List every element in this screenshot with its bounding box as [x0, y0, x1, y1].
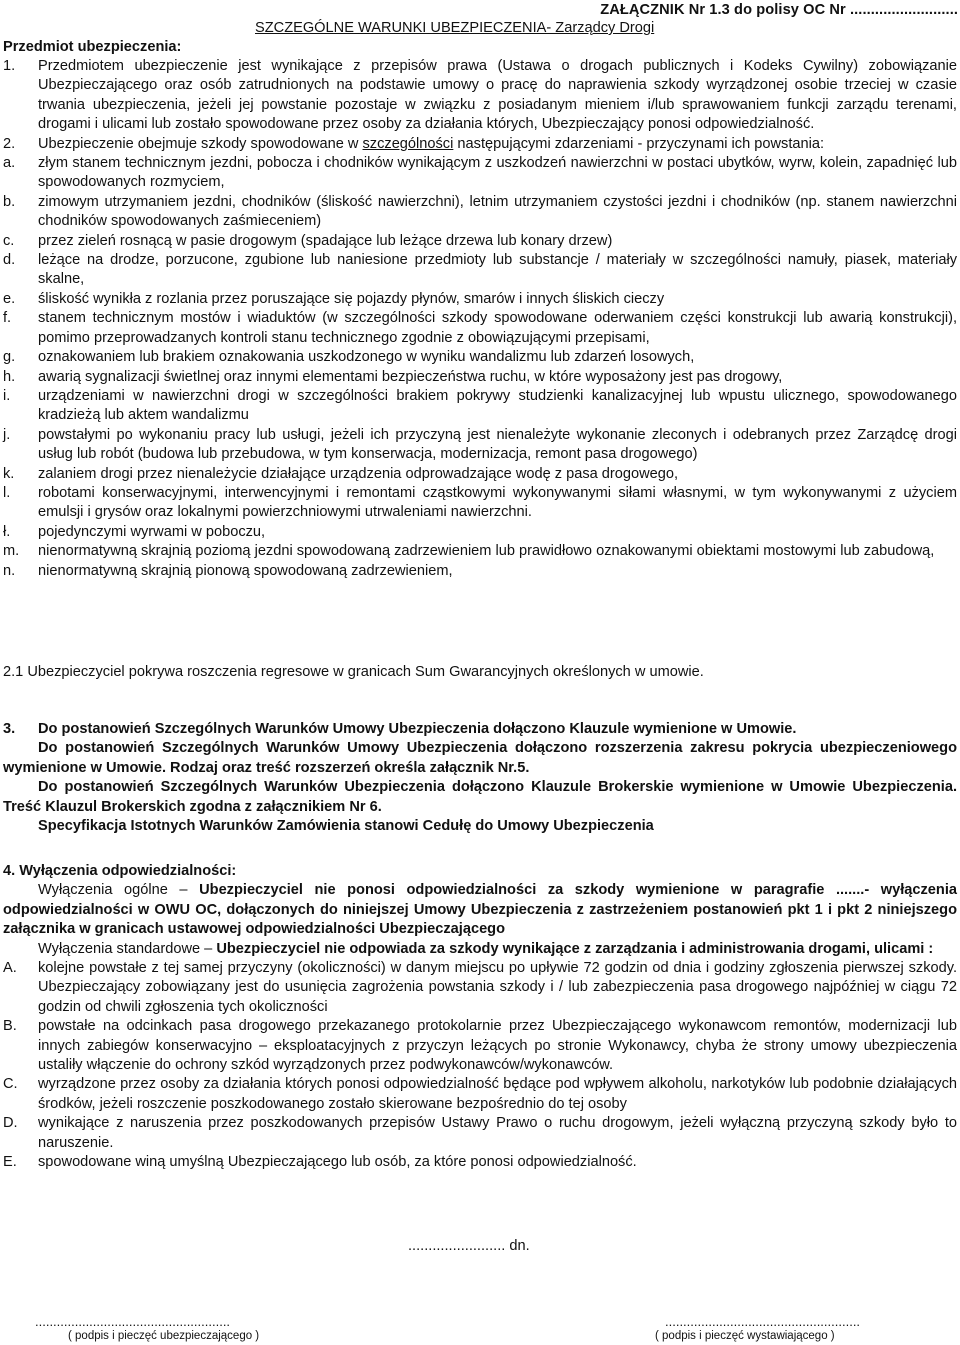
list-mark: c. [3, 232, 15, 249]
list-item [3, 290, 957, 309]
list-text: spowodowane winą umyślną Ubezpieczającego lub osób, za które ponosi odpowiedzialność. [38, 1154, 637, 1171]
list-item [3, 232, 957, 251]
list-text: złym stanem technicznym jezdni, pobocza i chodników wynikającym z uszkodzeń nawierzchni w postaci ubytków, wyrw, kolein, zapadnięć lub spowodowanych rozmyciem, [38, 155, 957, 191]
list-text: zimowym utrzymaniem jezdni, chodników (śliskość nawierzchni), letnim utrzymaniem czystości jezdni i chodników (np. stanem nawierzchni chodników spowodowanych zaśmieceniem) [38, 193, 957, 230]
standard-exclusions [3, 940, 957, 959]
section-3-line-4: Specyfikacja Istotnych Warunków Zamówienia stanowi Cedułę do Umowy Ubezpieczenia [38, 818, 654, 835]
list-text: robotami konserwacyjnymi, interwencyjnymi i remontami cząstkowymi wykonywanymi siłami własnymi, w tym wykonywanymi z użyciem emulsji i grysów oraz lokalnymi powierzchniowymi utrwaleniami nawierzchni. [38, 484, 957, 521]
list-mark: h. [3, 368, 16, 385]
list-mark: A. [3, 960, 17, 977]
general-exclusions-text: Ubezpieczyciel nie ponosi odpowiedzialności za szkody wymienione w paragrafie .......- wyłączenia odpowiedzialności w OWU OC, dołączonych do niniejszej Umowy Ubezpieczenia z zastrzeżeniem postanowień pkt 1 i pkt 2 niniejszego załącznika w granicach ustawowej odpowiedzialności Ubezpieczającego [3, 882, 957, 938]
signature-caption-left: ( podpis i pieczęć ubezpieczającego ) [68, 1330, 260, 1342]
section-3-line-1 [3, 720, 957, 739]
list-item [3, 387, 957, 426]
list-mark: C. [3, 1076, 18, 1093]
list-text: wynikające z naruszenia przez poszkodowanych przepisów Ustawy Prawo o ruchu drogowym, jeżeli wyłączną przyczyną szkody było to naruszenie. [38, 1115, 957, 1151]
list-item [3, 465, 957, 484]
signature-caption-right: ( podpis i pieczęć wystawiającego ) [655, 1330, 835, 1342]
list-mark: k. [3, 465, 15, 482]
list-mark: n. [3, 562, 16, 579]
list-mark: f. [3, 310, 12, 327]
standard-exclusions-label: Wyłączenia standardowe – [38, 940, 217, 957]
list-mark: l. [3, 484, 11, 501]
list-item [3, 426, 957, 465]
list-text: wyrządzone przez osoby za działania których ponosi odpowiedzialność będące pod wpływem alkoholu, narkotyków lub podobnie działających środków, jeżeli roszczenie poszkodowanego zostało skierowane bezpośrednio do tej osoby [38, 1076, 957, 1112]
date-line: ........................ dn. [408, 1238, 530, 1254]
section-3-line-3: Do postanowień Szczególnych Warunków Ubezpieczenia dołączono Klauzule Brokerskie wymienione w Umowie Ubezpieczenia. Treść Klauzul Brokerskich zgodna z załącznikiem Nr 6. [3, 779, 957, 815]
list-mark: E. [3, 1154, 17, 1171]
list-mark: D. [3, 1115, 18, 1132]
list-mark: e. [3, 290, 16, 307]
list-text: zalaniem drogi przez nienależycie działające urządzenia odprowadzające wodę z pasa drogowego, [38, 465, 679, 482]
list-item [3, 251, 957, 290]
list-item [3, 1114, 957, 1153]
list-item [3, 959, 957, 1017]
paragraph-text-before: Ubezpieczenie obejmuje szkody spowodowane w [38, 135, 363, 152]
list-mark: m. [3, 543, 20, 560]
list-mark: B. [3, 1018, 17, 1035]
list-item [3, 562, 957, 581]
list-item [3, 348, 957, 367]
standard-exclusions-text: Ubezpieczyciel nie odpowiada za szkody wynikające z zarządzania i administrowania drogami, ulicami : [216, 940, 934, 957]
conditions-title: SZCZEGÓLNE WARUNKI UBEZPIECZENIA- Zarządcy Drogi [255, 20, 655, 36]
paragraph-text: Przedmiotem ubezpieczenie jest wynikające z przepisów prawa (Ustawa o drogach publicznych i Kodeks Cywilny) zobowiązanie Ubezpieczającego oraz osób zatrudnionych na podstawie umowy o pracę do naprawienia szkody wyrządzonej osobie trzeciej w czasie trwania ubezpieczenia, jeżeli jej powstanie pozostaje w związku z posiadanym mieniem i/lub sprawowaniem funkcji zarządu terenami, drogami i ulicami lub zostało spowodowane przez osoby za działania których, Ubezpieczający ponosi odpowiedzialność. [38, 58, 957, 133]
list-text: śliskość wynikła z rozlania przez poruszające się pojazdy płynów, smarów i innych śliskich cieczy [38, 290, 665, 307]
list-mark: j. [3, 426, 11, 443]
list-mark: g. [3, 349, 16, 366]
underlined-word: szczególności [362, 135, 454, 152]
signature-line-left: ...................................................... [35, 1314, 231, 1329]
list-text: urządzeniami w nawierzchni drogi w szczególności brakiem pokrywy studzienki kanalizacyjnej lub wpustu ulicznego, spowodowanego kradzieżą lub aktem wandalizmu [38, 387, 957, 424]
list-mark: i. [3, 387, 11, 404]
list-text: pojedynczymi wyrwami w poboczu, [38, 523, 266, 540]
list-text: kolejne powstałe z tej samej przyczyny (okoliczności) w danym miejscu po upływie 72 godzin od dnia i godziny zgłoszenia pierwszej szkody. Ubezpieczający zobowiązany jest do usunięcia zagrożenia powstania szkody i / lub zabezpieczenia pasa drogowego najpóźniej w ciągu 72 godzin od chwili zgłoszenia tych okoliczności [38, 960, 957, 1015]
list-item [3, 193, 957, 232]
list-item [3, 1153, 957, 1172]
list-item [3, 523, 957, 542]
list-item [3, 1075, 957, 1114]
list-item [3, 309, 957, 348]
exclusion-list [3, 959, 957, 1172]
section-4 [3, 862, 957, 1173]
signature-line-right: ...................................................... [665, 1314, 861, 1329]
list-mark: d. [3, 252, 16, 269]
section-3 [3, 720, 957, 836]
list-item [3, 1017, 957, 1075]
section-3-line-2: Do postanowień Szczególnych Warunków Umowy Ubezpieczenia dołączono rozszerzenia zakresu pokrycia ubezpieczeniowego wymienione w Umowie. Rodzaj oraz treść rozszerzeń określa załącznik Nr.5. [3, 740, 957, 776]
paragraph-number: 2. [3, 135, 16, 152]
list-item [3, 542, 957, 561]
general-exclusions-label: Wyłączenia ogólne – [38, 882, 200, 899]
exclusions-heading: 4. Wyłączenia odpowiedzialności: [3, 863, 237, 879]
list-item [3, 484, 957, 523]
paragraph-text-after: następującymi zdarzeniami - przyczynami ich powstania: [453, 135, 825, 152]
paragraph-2 [3, 135, 957, 154]
list-item [3, 368, 957, 387]
list-text: oznakowaniem lub brakiem oznakowania uszkodzonego w wyniku wandalizmu lub zdarzeń losowych, [38, 349, 695, 366]
clause-text: Do postanowień Szczególnych Warunków Umowy Ubezpieczenia dołączono Klauzule wymienione w Umowie. [38, 721, 797, 737]
list-text: stanem technicznym mostów i wiaduktów (w szczególności szkody spowodowane oderwaniem części konstrukcji lub awarią konstrukcji), pomimo przeprowadzanych kontroli stanu technicznego zgodnie z obowiązującymi przepisami, [38, 310, 957, 346]
list-text: awarią sygnalizacji świetlnej oraz innymi elementami bezpieczeństwa ruchu, w które wyposażony jest pas drogowy, [38, 368, 783, 385]
event-list [3, 154, 957, 581]
list-text: przez zieleń rosnącą w pasie drogowym (spadające lub leżące drzewa lub konary drzew) [38, 232, 613, 249]
list-text: leżące na drodze, porzucone, zgubione lub naniesione przedmioty lub substancje / materiały w szczególności namuły, piasek, materiały skalne, [38, 252, 957, 288]
paragraph-number: 1. [3, 58, 16, 74]
general-exclusions [3, 881, 957, 939]
paragraph-1 [3, 57, 957, 135]
list-text: nienormatywną skrajnią pionową spowodowaną zadrzewieniem, [38, 562, 453, 579]
list-mark: b. [3, 193, 16, 210]
list-mark: a. [3, 155, 16, 172]
list-text: powstałe na odcinkach pasa drogowego przekazanego protokolarnie przez Ubezpieczającego wykonawcom remontów, modernizacji lub innych zabiegów konserwacyjno – eksploatacyjnych z przyczyn leżących po stronie Wykonawcy, chyba że strony umowy ubezpieczenia ustaliły włączenie do ochrony szkód wyrządzonych przez podwykonawców/wykonawców. [38, 1018, 957, 1074]
list-text: powstałymi po wykonaniu pracy lub usługi, jeżeli ich przyczyną jest nienależyte wykonanie zleconych i odebranych przez Zarządcę drogi usług lub robót (budowa lub przebudowa, w tym konserwacja, modernizacja, remont pasa drogowego) [38, 426, 957, 463]
paragraph-2-1: 2.1 Ubezpieczyciel pokrywa roszczenia regresowe w granicach Sum Gwarancyjnych określonych w umowie. [3, 664, 704, 680]
section-subject [3, 57, 957, 581]
paragraph-number: 3. [3, 721, 16, 737]
subject-heading: Przedmiot ubezpieczenia: [3, 39, 182, 55]
list-item [3, 154, 957, 193]
list-mark: ł. [3, 523, 11, 540]
attachment-title: ZAŁĄCZNIK Nr 1.3 do polisy OC Nr .......................... [600, 2, 958, 18]
list-text: nienormatywną skrajnią poziomą jezdni spowodowaną zadrzewieniem lub prawidłowo oznakowanymi obiektami mostowymi lub zabudową, [38, 543, 935, 560]
